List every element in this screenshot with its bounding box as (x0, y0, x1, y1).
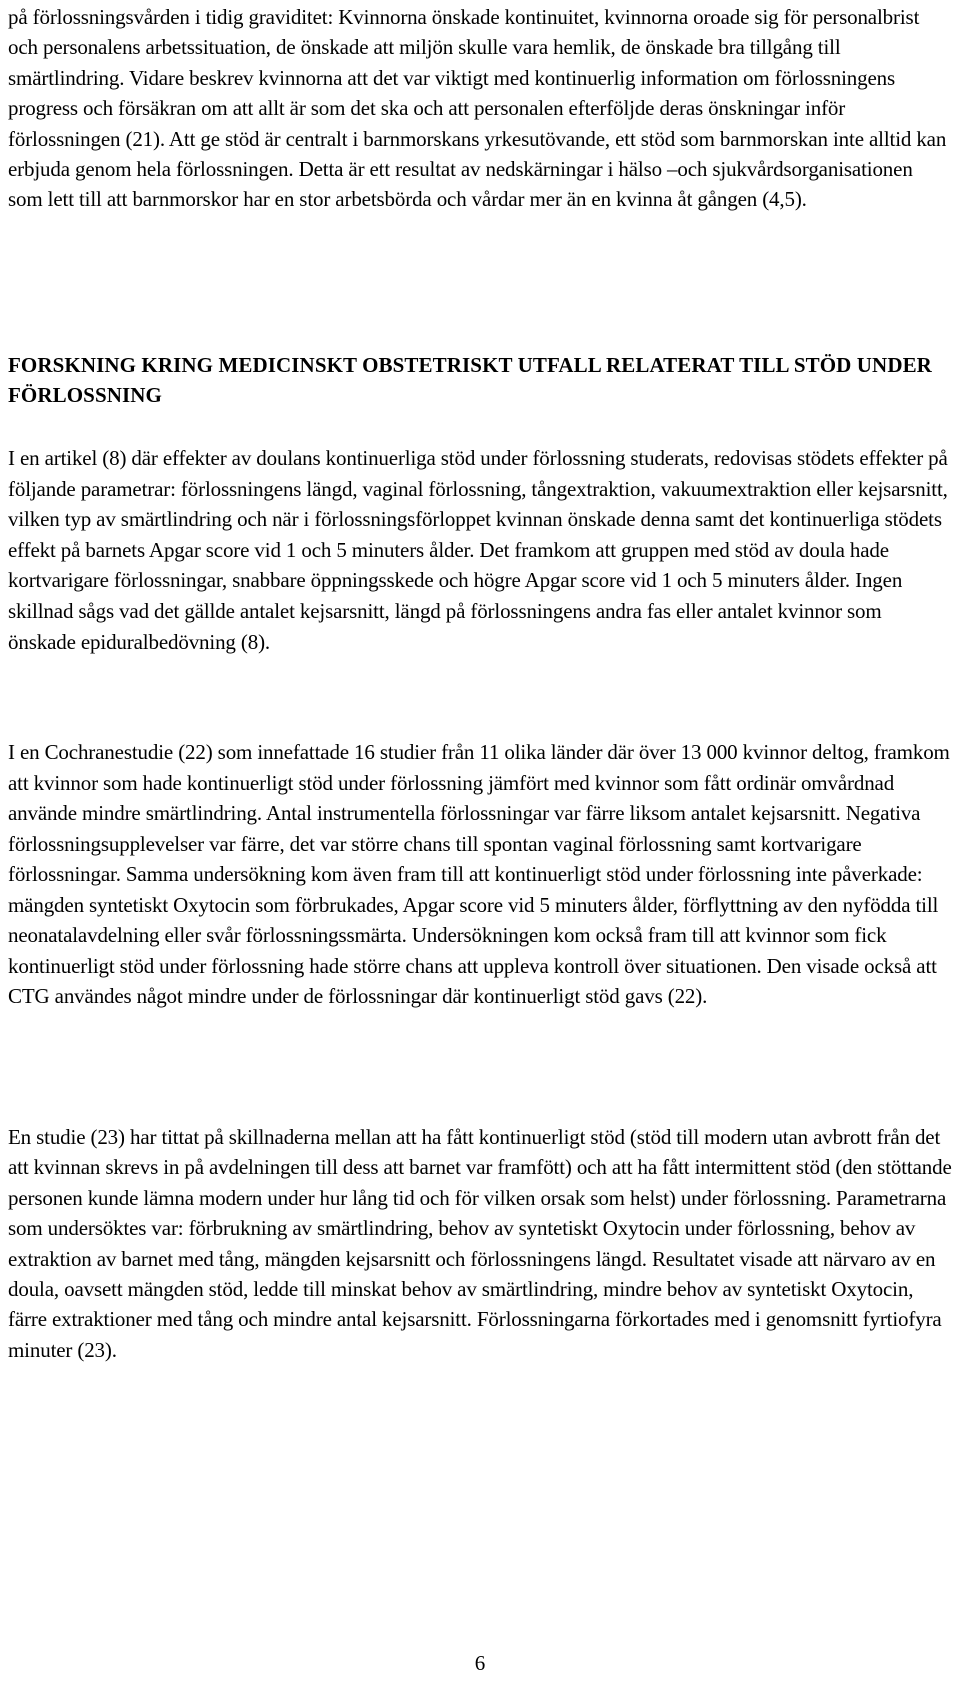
body-paragraph: En studie (23) har tittat på skillnaderna mellan att ha fått kontinuerligt stöd (stöd till modern utan avbrott från det att kvinnan skrevs in på avdelningen till dess att barnet var framfött) och att ha fått intermittent stöd (den stöttande personen kunde lämna modern under hur lång tid och för vilken orsak som helst) under förlossning. Parametrarna som undersöktes var: förbrukning av smärtlindring, behov av syntetiskt Oxytocin under förlossning, behov av extraktion av barnet med tång, mängden kejsarsnitt och förlossningens längd. Resultatet visade att närvaro av en doula, oavsett mängden stöd, ledde till minskat behov av smärtlindring, mindre behov av syntetiskt Oxytocin, färre extraktioner med tång och mindre antal kejsarsnitt. Förlossningarna förkortades med i genomsnitt fyrtiofyra minuter (23). (8, 1125, 952, 1362)
body-paragraph: på förlossningsvården i tidig graviditet: Kvinnorna önskade kontinuitet, kvinnorna oroade sig för personalbrist och personalens arbetssituation, de önskade att miljön skulle vara hemlik, de önskade bra tillgång till smärtlindring. Vidare beskrev kvinnorna att det var viktigt med kontinuerlig information om förlossningens progress och försäkran om att allt är som det ska och att personalen efterföljde deras önskningar inför förlossningen (21). Att ge stöd är centralt i barnmorskans yrkesutövande, ett stöd som barnmorskan inte alltid kan erbjuda genom hela förlossningen. Detta är ett resultat av nedskärningar i hälso –och sjukvårdsorganisationen som lett till att barnmorskor har en stor arbetsbörda och vårdar mer än en kvinna åt gången (4,5). (8, 5, 947, 212)
body-paragraph: I en Cochranestudie (22) som innefattade 16 studier från 11 olika länder där över 13 000 kvinnor deltog, framkom att kvinnor som hade kontinuerligt stöd under förlossning jämfört med kvinnor som fått ordinär omvårdnad använde mindre smärtlindring. Antal instrumentella förlossningar var färre liksom antalet kejsarsnitt. Negativa förlossningsupplevelser var färre, det var större chans till spontan vaginal förlossning samt kortvarigare förlossningar. Samma undersökning kom även fram till att kontinuerligt stöd under förlossning inte påverkade: mängden syntetiskt Oxytocin som förbrukades, Apgar score vid 5 minuters ålder, förflyttning av den nyfödda till neonatalavdelning eller svår förlossningssmärta. Undersökningen kom också fram till att kvinnor som fick kontinuerligt stöd under förlossning hade större chans att uppleva kontroll över situationen. Den visade också att CTG användes något mindre under de förlossningar där kontinuerligt stöd gavs (22). (8, 740, 950, 1008)
body-paragraph: I en artikel (8) där effekter av doulans kontinuerliga stöd under förlossning studerats, redovisas stödets effekter på följande parametrar: förlossningens längd, vaginal förlossning, tångextraktion, vakuumextraktion eller kejsarsnitt, vilken typ av smärtlindring och när i förlossningsförloppet kvinnan önskade denna samt det kontinuerliga stödets effekt på barnets Apgar score vid 1 och 5 minuters ålder. Det framkom att gruppen med stöd av doula hade kortvarigare förlossningar, snabbare öppningsskede och högre Apgar score vid 1 och 5 minuters ålder. Ingen skillnad sågs vad det gällde antalet kejsarsnitt, längd på förlossningens andra fas eller antalet kvinnor som önskade epiduralbedövning (8). (8, 446, 948, 654)
section-heading: FORSKNING KRING MEDICINSKT OBSTETRISKT UTFALL RELATERAT TILL STÖD UNDER FÖRLOSSNING (8, 353, 932, 407)
page-number: 6 (474, 1651, 486, 1675)
